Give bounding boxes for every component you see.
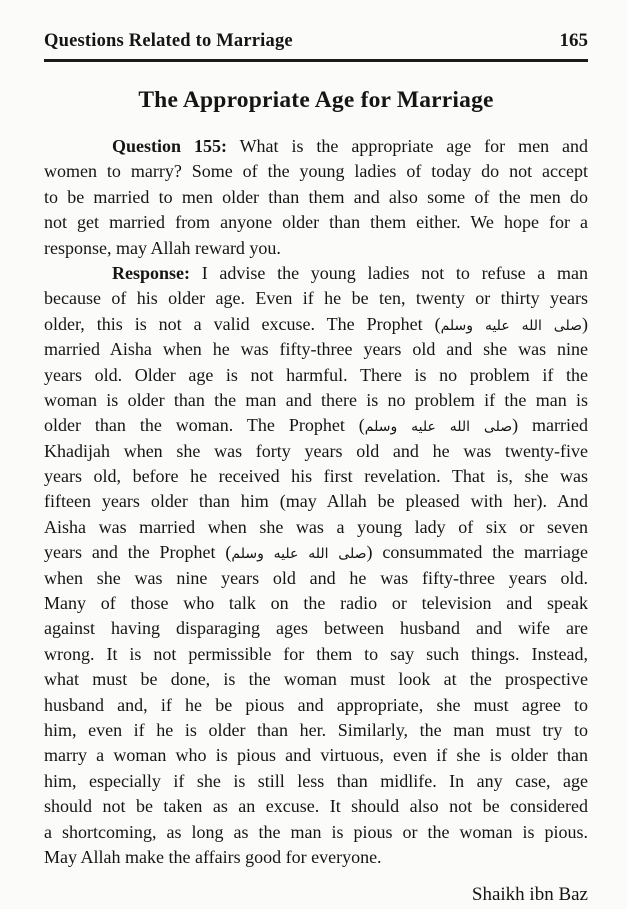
page-number: 165: [559, 30, 588, 51]
text-line: Khadijah when she was forty years old and he was twenty-five: [44, 440, 588, 461]
text-line: Many of those who talk on the radio or television and speak: [44, 593, 588, 614]
text-line: to be married to men older than them and also some of the men do: [44, 186, 588, 207]
text-line: years old. Older age is not harmful. There is no problem if the: [44, 364, 588, 385]
author-signature: Shaikh ibn Baz: [471, 884, 588, 906]
text-line: women to marry? Some of the young ladies of today do not accept: [44, 161, 588, 182]
text-line: years and the Prophet (صلى الله عليه وسلم) consummated the marriage: [44, 542, 588, 563]
text-line: when she was nine years old and he was fifty-three years old.: [44, 567, 588, 588]
page-header: [44, 30, 588, 62]
arabic-honorific: صلى الله عليه وسلم: [231, 546, 367, 563]
text-line: years old, before he received his first revelation. That is, she was: [44, 466, 588, 487]
text-line: a shortcoming, as long as the man is pious or the woman is pious.: [44, 821, 588, 842]
text-line: older, this is not a valid excuse. The Prophet (صلى الله عليه وسلم): [44, 313, 588, 334]
text-line: married Aisha when he was fifty-three years old and she was nine: [44, 339, 588, 360]
body-paragraphs: [44, 134, 588, 870]
paragraph-lead-label: Response:: [112, 262, 191, 283]
chapter-title: The Appropriate Age for Marriage: [138, 87, 494, 113]
arabic-honorific: صلى الله عليه وسلم: [440, 317, 582, 334]
text-line: husband and, if he be pious and appropriate, she must agree to: [44, 694, 588, 715]
text-line: response, may Allah reward you.: [44, 237, 281, 258]
arabic-honorific: صلى الله عليه وسلم: [364, 419, 513, 436]
text-line: woman is older than the man and there is no problem if the man is: [44, 389, 588, 410]
text-line: marry a woman who is pious and virtuous, even if she is older than: [44, 745, 588, 766]
text-line: should not be taken as an excuse. It should also not be considered: [44, 796, 588, 817]
paragraph-lead-label: Question 155:: [112, 136, 227, 156]
text-line: Question 155: What is the appropriate age for men and: [112, 136, 588, 156]
text-line: him, especially if she is still less than midlife. In any case, age: [44, 770, 588, 791]
text-line: him, even if he is older than her. Similarly, the man must try to: [44, 719, 588, 740]
text-line: Aisha was married when she was a young lady of six or seven: [44, 516, 588, 537]
text-line: against having disparaging ages between husband and wife are: [44, 618, 588, 639]
running-header-title: Questions Related to Marriage: [44, 31, 293, 51]
text-line: what must be done, is the woman must look at the prospective: [44, 669, 588, 690]
text-line: not get married from anyone older than them either. We hope for a: [44, 212, 588, 233]
text-line: fifteen years older than him (may Allah be pleased with her). And: [44, 491, 588, 512]
text-line: wrong. It is not permissible for them to say such things. Instead,: [44, 643, 588, 664]
text-line: May Allah make the affairs good for everyone.: [44, 846, 382, 867]
text-line: because of his older age. Even if he be ten, twenty or thirty years: [44, 288, 588, 309]
text-line: Response: I advise the young ladies not to refuse a man: [112, 262, 588, 283]
text-line: older than the woman. The Prophet (صلى الله عليه وسلم) married: [44, 415, 588, 436]
